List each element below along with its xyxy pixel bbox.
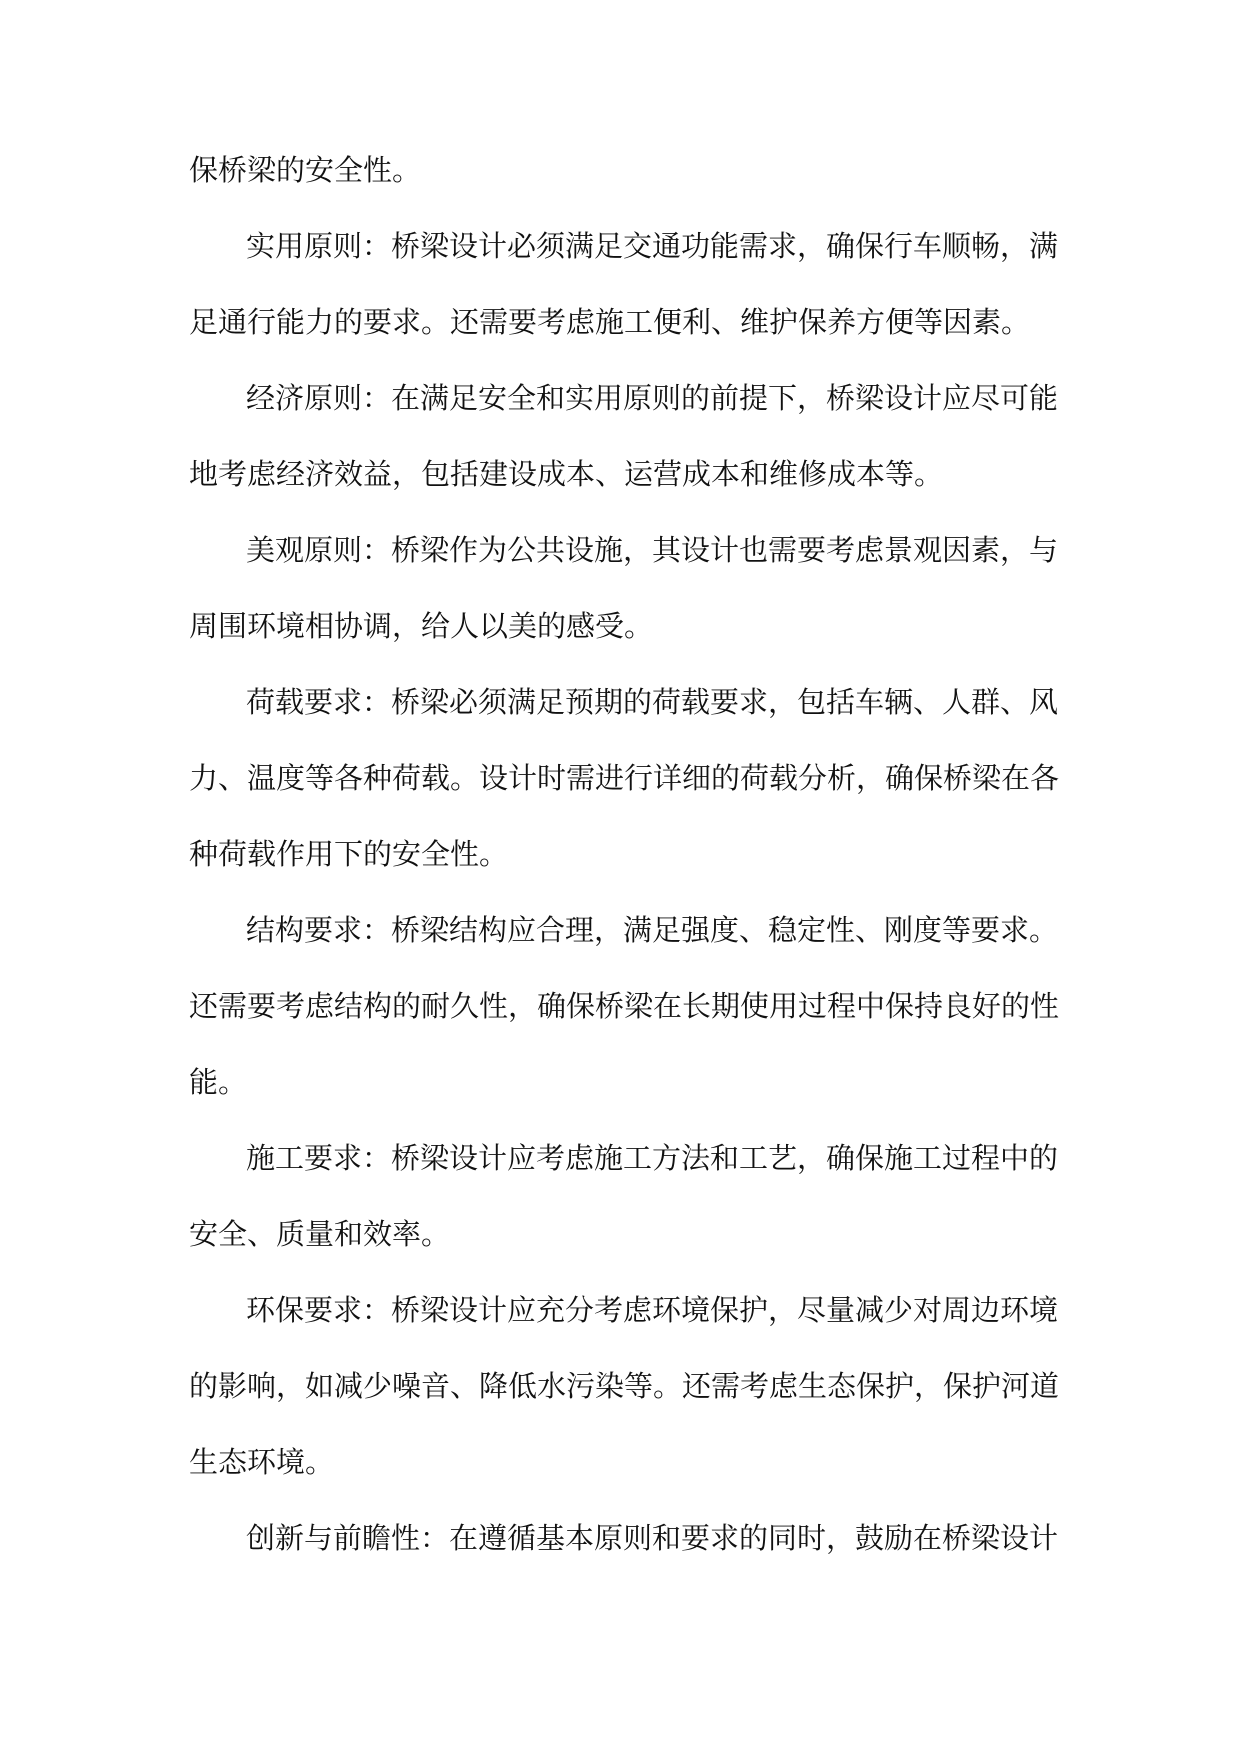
paragraph-aesthetic-principle: 美观原则：桥梁作为公共设施，其设计也需要考虑景观因素，与 (246, 533, 1059, 567)
text-line: 能。 (189, 1065, 248, 1099)
text-line: 保桥梁的安全性。 (189, 153, 422, 187)
paragraph-environmental-requirement: 环保要求：桥梁设计应充分考虑环境保护，尽量减少对周边环境 (246, 1293, 1059, 1327)
paragraph-practical-principle: 实用原则：桥梁设计必须满足交通功能需求，确保行车顺畅，满 (246, 229, 1059, 263)
text-line: 生态环境。 (189, 1445, 335, 1479)
paragraph-structural-requirement: 结构要求：桥梁结构应合理，满足强度、稳定性、刚度等要求。 (246, 913, 1059, 947)
text-line: 地考虑经济效益，包括建设成本、运营成本和维修成本等。 (189, 457, 944, 491)
paragraph-load-requirement: 荷载要求：桥梁必须满足预期的荷载要求，包括车辆、人群、风 (246, 685, 1059, 719)
paragraph-economic-principle: 经济原则：在满足安全和实用原则的前提下，桥梁设计应尽可能 (246, 381, 1059, 415)
text-line: 的影响，如减少噪音、降低水污染等。还需考虑生态保护，保护河道 (189, 1369, 1060, 1403)
paragraph-innovation: 创新与前瞻性：在遵循基本原则和要求的同时，鼓励在桥梁设计 (246, 1521, 1059, 1555)
text-line: 安全、质量和效率。 (189, 1217, 451, 1251)
text-line: 周围环境相协调，给人以美的感受。 (189, 609, 654, 643)
text-line: 种荷载作用下的安全性。 (189, 837, 509, 871)
text-line: 足通行能力的要求。还需要考虑施工便利、维护保养方便等因素。 (189, 305, 1031, 339)
text-line: 还需要考虑结构的耐久性，确保桥梁在长期使用过程中保持良好的性 (189, 989, 1060, 1023)
paragraph-construction-requirement: 施工要求：桥梁设计应考虑施工方法和工艺，确保施工过程中的 (246, 1141, 1059, 1175)
text-line: 力、温度等各种荷载。设计时需进行详细的荷载分析，确保桥梁在各 (189, 761, 1060, 795)
